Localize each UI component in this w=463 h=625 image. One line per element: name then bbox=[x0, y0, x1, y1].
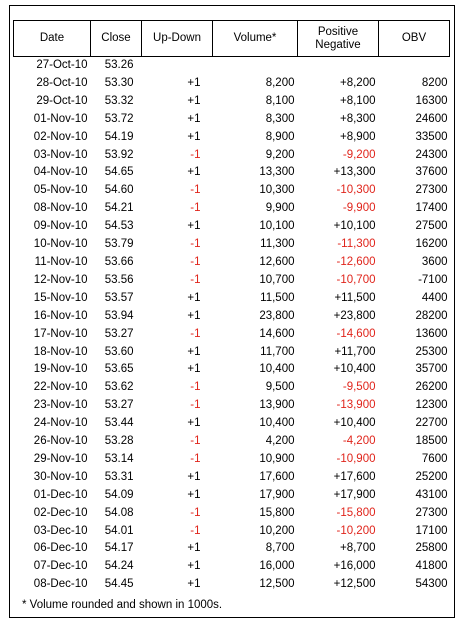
cell-positive-negative: -14,600 bbox=[336, 327, 376, 340]
cell-obv: 13600 bbox=[415, 327, 448, 340]
cell-obv: 37600 bbox=[415, 166, 448, 179]
cell-obv: 16200 bbox=[415, 238, 448, 251]
cell-obv: 41800 bbox=[415, 560, 448, 573]
cell-close: 53.31 bbox=[104, 470, 134, 483]
cell-close: 54.19 bbox=[104, 130, 134, 143]
table-row bbox=[14, 218, 450, 236]
cell-obv: 4400 bbox=[421, 291, 448, 304]
cell-date: 28-Oct-10 bbox=[36, 76, 88, 89]
cell-positive-negative: -10,300 bbox=[336, 184, 376, 197]
cell-close: 54.01 bbox=[104, 524, 134, 537]
cell-obv: 25800 bbox=[415, 542, 448, 555]
cell-date: 05-Nov-10 bbox=[33, 184, 88, 197]
cell-date: 02-Nov-10 bbox=[33, 130, 88, 143]
cell-date: 15-Nov-10 bbox=[33, 291, 88, 304]
table-row bbox=[14, 505, 450, 523]
cell-volume: 16,000 bbox=[259, 560, 295, 573]
cell-obv: 24600 bbox=[415, 112, 448, 125]
cell-close: 53.62 bbox=[104, 381, 134, 394]
cell-up-down: -1 bbox=[190, 238, 201, 251]
cell-close: 54.53 bbox=[104, 220, 134, 233]
cell-positive-negative: +17,600 bbox=[333, 470, 376, 483]
cell-date: 03-Dec-10 bbox=[33, 524, 88, 537]
cell-obv bbox=[379, 57, 450, 75]
table-row bbox=[14, 111, 450, 129]
cell-volume: 13,300 bbox=[259, 166, 295, 179]
cell-up-down: -1 bbox=[190, 381, 201, 394]
header-volume: Volume* bbox=[213, 21, 298, 57]
cell-positive-negative: -10,900 bbox=[336, 452, 376, 465]
cell-obv: 54300 bbox=[415, 578, 448, 591]
cell-positive-negative: +23,800 bbox=[333, 309, 376, 322]
cell-volume: 8,200 bbox=[265, 76, 295, 89]
cell-volume: 8,700 bbox=[265, 542, 295, 555]
cell-up-down: -1 bbox=[190, 524, 201, 537]
cell-obv: 43100 bbox=[415, 488, 448, 501]
cell-close: 53.30 bbox=[104, 76, 134, 89]
cell-positive-negative: +8,900 bbox=[340, 130, 376, 143]
table-row bbox=[14, 415, 450, 433]
cell-up-down: -1 bbox=[190, 452, 201, 465]
cell-volume: 9,200 bbox=[265, 148, 295, 161]
cell-date: 12-Nov-10 bbox=[33, 273, 88, 286]
cell-up-down: +1 bbox=[187, 363, 201, 376]
cell-close: 53.14 bbox=[104, 452, 134, 465]
header-date: Date bbox=[14, 21, 91, 57]
cell-close: 54.60 bbox=[104, 184, 134, 197]
table-row bbox=[14, 164, 450, 182]
table-row bbox=[14, 75, 450, 93]
cell-date: 11-Nov-10 bbox=[34, 255, 88, 268]
cell-obv: 18500 bbox=[415, 435, 448, 448]
table-row bbox=[14, 93, 450, 111]
table-row bbox=[14, 379, 450, 397]
cell-positive-negative: +11,700 bbox=[334, 345, 376, 358]
cell-positive-negative: -9,500 bbox=[342, 381, 376, 394]
cell-volume: 11,300 bbox=[260, 238, 295, 251]
cell-up-down: +1 bbox=[187, 417, 201, 430]
cell-up-down: -1 bbox=[190, 148, 201, 161]
table-row bbox=[14, 129, 450, 147]
cell-close: 54.21 bbox=[104, 202, 134, 215]
table-row bbox=[14, 147, 450, 165]
header-positive: Positive bbox=[317, 25, 359, 38]
table-body bbox=[14, 57, 450, 595]
cell-date: 23-Nov-10 bbox=[33, 399, 88, 412]
table-row bbox=[14, 469, 450, 487]
cell-volume: 17,600 bbox=[259, 470, 295, 483]
cell-close: 53.57 bbox=[104, 291, 134, 304]
cell-volume: 11,700 bbox=[260, 345, 295, 358]
cell-date: 09-Nov-10 bbox=[33, 220, 88, 233]
table-row bbox=[14, 326, 450, 344]
cell-up-down: +1 bbox=[187, 220, 201, 233]
table-row bbox=[14, 254, 450, 272]
cell-positive-negative bbox=[298, 57, 379, 75]
cell-close: 54.08 bbox=[104, 506, 134, 519]
cell-volume: 10,400 bbox=[259, 417, 295, 430]
table-row bbox=[14, 576, 450, 594]
cell-volume: 10,400 bbox=[259, 363, 295, 376]
cell-positive-negative: +10,400 bbox=[333, 363, 376, 376]
cell-close: 54.24 bbox=[104, 560, 134, 573]
table-row bbox=[14, 308, 450, 326]
cell-date: 17-Nov-10 bbox=[33, 327, 88, 340]
table-row bbox=[14, 487, 450, 505]
cell-date: 08-Dec-10 bbox=[33, 578, 88, 591]
cell-close: 53.72 bbox=[104, 112, 134, 125]
cell-obv: 17400 bbox=[415, 202, 448, 215]
cell-close: 53.60 bbox=[104, 345, 134, 358]
cell-date: 16-Nov-10 bbox=[33, 309, 88, 322]
cell-positive-negative: -11,300 bbox=[337, 238, 376, 251]
cell-obv: 25200 bbox=[415, 470, 448, 483]
cell-volume: 10,100 bbox=[259, 220, 295, 233]
cell-volume: 15,800 bbox=[259, 506, 295, 519]
cell-date: 22-Nov-10 bbox=[33, 381, 88, 394]
table-row bbox=[14, 523, 450, 541]
cell-up-down: +1 bbox=[187, 94, 201, 107]
cell-close: 53.56 bbox=[104, 273, 134, 286]
cell-up-down: +1 bbox=[187, 76, 201, 89]
cell-obv: 24300 bbox=[415, 148, 448, 161]
cell-up-down: -1 bbox=[190, 327, 201, 340]
table-row bbox=[14, 433, 450, 451]
cell-positive-negative: -15,800 bbox=[336, 506, 376, 519]
header-negative: Negative bbox=[315, 38, 361, 51]
cell-date: 18-Nov-10 bbox=[33, 345, 88, 358]
cell-up-down: +1 bbox=[187, 470, 201, 483]
cell-up-down: +1 bbox=[187, 130, 201, 143]
cell-close: 54.45 bbox=[104, 578, 134, 591]
cell-date: 02-Dec-10 bbox=[33, 506, 88, 519]
cell-obv: 27300 bbox=[415, 184, 448, 197]
cell-up-down: +1 bbox=[187, 578, 201, 591]
cell-positive-negative: +16,000 bbox=[333, 560, 376, 573]
cell-volume bbox=[213, 57, 298, 75]
cell-up-down: -1 bbox=[190, 399, 201, 412]
cell-close: 53.92 bbox=[104, 148, 134, 161]
cell-close: 53.32 bbox=[104, 94, 134, 107]
cell-up-down: +1 bbox=[187, 488, 201, 501]
cell-obv: -7100 bbox=[418, 273, 448, 286]
cell-close: 53.65 bbox=[104, 363, 134, 376]
cell-close: 53.79 bbox=[104, 238, 134, 251]
cell-volume: 11,500 bbox=[260, 291, 295, 304]
cell-obv: 7600 bbox=[421, 452, 448, 465]
cell-volume: 10,700 bbox=[259, 273, 295, 286]
cell-volume: 8,100 bbox=[265, 94, 295, 107]
cell-volume: 12,600 bbox=[259, 255, 295, 268]
cell-date: 19-Nov-10 bbox=[33, 363, 88, 376]
cell-positive-negative: +11,500 bbox=[334, 291, 376, 304]
cell-positive-negative: +8,700 bbox=[340, 542, 376, 555]
cell-obv: 16300 bbox=[415, 94, 448, 107]
cell-obv: 22700 bbox=[415, 417, 448, 430]
cell-close: 53.28 bbox=[104, 435, 134, 448]
cell-date: 04-Nov-10 bbox=[33, 166, 88, 179]
cell-date: 27-Oct-10 bbox=[36, 59, 88, 71]
table-row bbox=[14, 344, 450, 362]
table-header bbox=[14, 21, 450, 57]
cell-up-down: +1 bbox=[187, 560, 201, 573]
header-obv: OBV bbox=[379, 21, 450, 57]
cell-volume: 8,900 bbox=[265, 130, 295, 143]
cell-volume: 23,800 bbox=[259, 309, 295, 322]
cell-positive-negative: +8,300 bbox=[340, 112, 376, 125]
cell-up-down bbox=[142, 57, 213, 75]
cell-date: 06-Dec-10 bbox=[33, 542, 88, 555]
cell-up-down: +1 bbox=[187, 345, 201, 358]
cell-positive-negative: +12,500 bbox=[333, 578, 376, 591]
cell-date: 01-Nov-10 bbox=[33, 112, 88, 125]
cell-positive-negative: -12,600 bbox=[336, 255, 376, 268]
cell-positive-negative: +10,400 bbox=[333, 417, 376, 430]
cell-up-down: +1 bbox=[187, 309, 201, 322]
table-row bbox=[14, 272, 450, 290]
cell-close: 53.27 bbox=[104, 327, 134, 340]
cell-up-down: -1 bbox=[190, 202, 201, 215]
cell-close: 54.17 bbox=[104, 542, 134, 555]
header-up-down: Up-Down bbox=[142, 21, 213, 57]
header-row bbox=[14, 21, 450, 57]
cell-close: 53.26 bbox=[104, 59, 134, 71]
cell-date: 08-Nov-10 bbox=[33, 202, 88, 215]
cell-close: 54.09 bbox=[104, 488, 134, 501]
cell-close: 53.27 bbox=[104, 399, 134, 412]
cell-volume: 10,200 bbox=[259, 524, 295, 537]
cell-volume: 9,900 bbox=[265, 202, 295, 215]
cell-positive-negative: -10,200 bbox=[336, 524, 376, 537]
footnote: * Volume rounded and shown in 1000s. bbox=[22, 599, 223, 611]
cell-up-down: -1 bbox=[190, 184, 201, 197]
cell-close: 53.44 bbox=[104, 417, 134, 430]
cell-up-down: -1 bbox=[190, 255, 201, 268]
cell-up-down: +1 bbox=[187, 112, 201, 125]
cell-obv: 27500 bbox=[415, 220, 448, 233]
header-positive-negative bbox=[298, 21, 379, 57]
table-row bbox=[14, 57, 450, 75]
cell-positive-negative: +17,900 bbox=[333, 488, 376, 501]
cell-date: 24-Nov-10 bbox=[33, 417, 88, 430]
cell-date: 29-Oct-10 bbox=[36, 94, 88, 107]
cell-date: 26-Nov-10 bbox=[33, 435, 88, 448]
cell-date: 10-Nov-10 bbox=[33, 238, 88, 251]
obv-table bbox=[13, 20, 450, 594]
cell-date: 01-Dec-10 bbox=[33, 488, 88, 501]
cell-close: 53.66 bbox=[104, 255, 134, 268]
cell-obv: 33500 bbox=[415, 130, 448, 143]
table-row bbox=[14, 200, 450, 218]
cell-close: 53.94 bbox=[104, 309, 134, 322]
cell-positive-negative: -13,900 bbox=[336, 399, 376, 412]
cell-up-down: -1 bbox=[190, 435, 201, 448]
cell-up-down: +1 bbox=[187, 542, 201, 555]
cell-positive-negative: -9,200 bbox=[342, 148, 376, 161]
cell-obv: 8200 bbox=[421, 76, 448, 89]
table-row bbox=[14, 397, 450, 415]
cell-obv: 3600 bbox=[421, 255, 448, 268]
cell-close: 54.65 bbox=[104, 166, 134, 179]
cell-volume: 14,600 bbox=[259, 327, 295, 340]
header-close: Close bbox=[91, 21, 142, 57]
table-row bbox=[14, 182, 450, 200]
cell-obv: 17100 bbox=[415, 524, 448, 537]
cell-volume: 17,900 bbox=[259, 488, 295, 501]
cell-volume: 9,500 bbox=[265, 381, 295, 394]
cell-positive-negative: +8,200 bbox=[340, 76, 376, 89]
cell-positive-negative: +13,300 bbox=[333, 166, 376, 179]
cell-positive-negative: +8,100 bbox=[340, 94, 376, 107]
cell-obv: 26200 bbox=[415, 381, 448, 394]
table-row bbox=[14, 540, 450, 558]
cell-volume: 12,500 bbox=[259, 578, 295, 591]
cell-up-down: +1 bbox=[187, 166, 201, 179]
cell-volume: 10,900 bbox=[259, 452, 295, 465]
cell-positive-negative: -10,700 bbox=[336, 273, 376, 286]
cell-volume: 10,300 bbox=[259, 184, 295, 197]
table-row bbox=[14, 290, 450, 308]
cell-volume: 13,900 bbox=[259, 399, 295, 412]
table-row bbox=[14, 236, 450, 254]
cell-date: 03-Nov-10 bbox=[33, 148, 88, 161]
cell-volume: 8,300 bbox=[265, 112, 295, 125]
cell-date: 30-Nov-10 bbox=[33, 470, 88, 483]
cell-up-down: -1 bbox=[190, 273, 201, 286]
cell-obv: 25300 bbox=[415, 345, 448, 358]
cell-up-down: +1 bbox=[187, 291, 201, 304]
cell-date: 07-Dec-10 bbox=[33, 560, 88, 573]
table-row bbox=[14, 361, 450, 379]
cell-obv: 35700 bbox=[415, 363, 448, 376]
cell-volume: 4,200 bbox=[265, 435, 295, 448]
cell-positive-negative: -4,200 bbox=[342, 435, 376, 448]
cell-date: 29-Nov-10 bbox=[33, 452, 88, 465]
cell-obv: 12300 bbox=[415, 399, 448, 412]
table-row bbox=[14, 451, 450, 469]
cell-up-down: -1 bbox=[190, 506, 201, 519]
cell-obv: 27300 bbox=[415, 506, 448, 519]
cell-positive-negative: -9,900 bbox=[342, 202, 376, 215]
cell-positive-negative: +10,100 bbox=[333, 220, 376, 233]
cell-obv: 28200 bbox=[415, 309, 448, 322]
table-row bbox=[14, 558, 450, 576]
